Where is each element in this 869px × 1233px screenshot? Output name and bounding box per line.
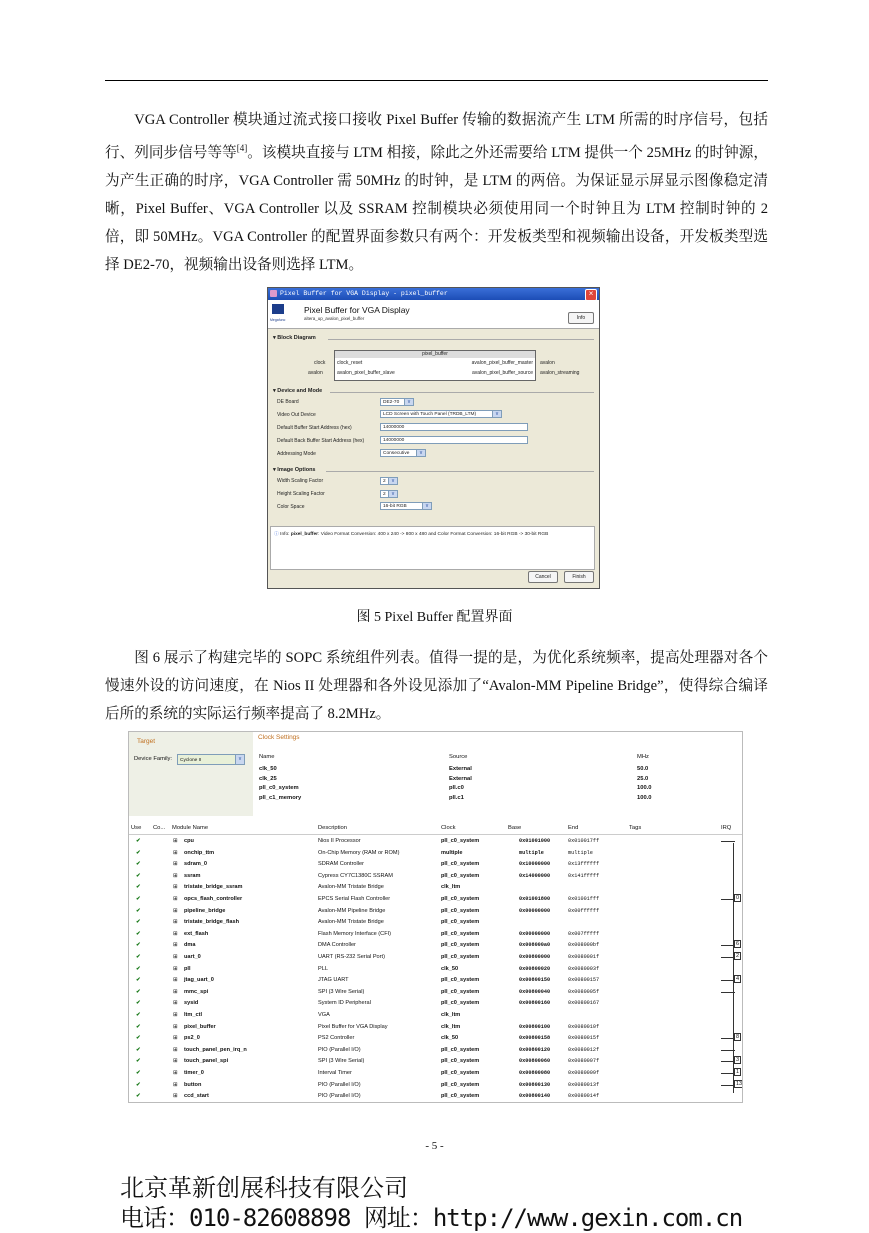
use-checkbox-icon[interactable]: ✔ xyxy=(136,1023,141,1030)
table-row[interactable] xyxy=(129,1022,742,1032)
dialog-title: Pixel Buffer for VGA Display - pixel_buffer xyxy=(280,290,448,297)
cell-clock: pll_c0_system xyxy=(441,1070,480,1076)
table-row[interactable] xyxy=(129,894,742,904)
device-family-select[interactable]: Cyclone II v xyxy=(177,754,245,765)
cell-end: 0x007fffff xyxy=(568,930,600,937)
table-row[interactable] xyxy=(129,964,742,974)
close-icon[interactable]: × xyxy=(585,289,597,301)
dialog-header xyxy=(268,300,599,329)
expand-icon[interactable]: ⊞ xyxy=(173,954,178,960)
logo-text: Megafunc xyxy=(270,318,286,322)
bd-left-avalon: avalon xyxy=(308,370,323,376)
cell-clock: clk_ltm xyxy=(441,884,461,891)
info-name: pixel_buffer xyxy=(290,532,319,537)
height-scale-select[interactable]: 2 v xyxy=(380,490,398,498)
bd-left-clock: clock xyxy=(314,360,326,366)
use-checkbox-icon[interactable]: ✔ xyxy=(136,861,141,868)
use-checkbox-icon[interactable]: ✔ xyxy=(136,907,141,914)
header-description[interactable]: Description xyxy=(318,825,347,831)
cell-desc: Flash Memory Interface (CFI) xyxy=(318,930,392,937)
header-clock[interactable]: Clock xyxy=(441,825,456,831)
use-checkbox-icon[interactable]: ✔ xyxy=(136,1070,141,1076)
header-rule xyxy=(105,80,768,81)
clock-mhz: 100.0 xyxy=(637,794,652,801)
cell-base: 0x01001800 xyxy=(519,896,551,902)
video-out-label: Video Out Device xyxy=(277,412,316,418)
expand-icon[interactable]: ⊞ xyxy=(173,1023,178,1030)
addressing-mode-label: Addressing Mode xyxy=(277,451,316,457)
cell-clock: pll_c0_system xyxy=(441,838,480,844)
clock-row[interactable] xyxy=(259,766,739,775)
cell-desc: Cypress CY7C1380C SSRAM xyxy=(318,872,393,879)
cell-base: 0x14000000 xyxy=(519,872,551,879)
cell-end: 0x0080007f xyxy=(568,1058,600,1065)
cell-base: 0x00800040 xyxy=(519,988,551,995)
cell-base: 0x00800158 xyxy=(519,1035,551,1042)
cell-name: tristate_bridge_ssram xyxy=(184,884,243,891)
use-checkbox-icon[interactable]: ✔ xyxy=(136,942,141,949)
chevron-down-icon: v xyxy=(388,491,397,497)
expand-icon[interactable]: ⊞ xyxy=(173,872,178,879)
header-module-name[interactable]: Module Name xyxy=(172,825,209,831)
cell-name: jtag_uart_0 xyxy=(184,977,214,984)
header-tags[interactable]: Tags xyxy=(629,825,642,831)
table-row[interactable] xyxy=(129,871,742,881)
cell-desc: PIO (Parallel I/O) xyxy=(318,1093,361,1100)
cell-name: onchip_ttm xyxy=(184,849,215,856)
expand-icon[interactable]: ⊞ xyxy=(173,849,178,856)
info-button[interactable]: Info xyxy=(568,312,594,324)
image-options-section[interactable]: ▾ Image Options xyxy=(273,467,316,473)
cell-name: touch_panel_spi xyxy=(184,1058,229,1065)
cell-base: 0x00800100 xyxy=(519,1023,551,1030)
buffer-start-input[interactable]: 14000000 xyxy=(380,423,528,431)
cell-desc: Nios II Processor xyxy=(318,838,361,844)
use-checkbox-icon[interactable]: ✔ xyxy=(136,1012,141,1018)
irq-number[interactable]: 4 xyxy=(736,976,740,983)
footer-company: 北京革新创展科技有限公司 xyxy=(120,1174,408,1202)
cell-clock: pll_c0_system xyxy=(441,930,480,937)
irq-number[interactable]: 2 xyxy=(736,953,740,959)
cell-base: 0x00000000 xyxy=(519,930,551,937)
header-connections[interactable]: Co... xyxy=(153,825,166,831)
cell-name: ps2_0 xyxy=(184,1035,200,1042)
expand-icon[interactable]: ⊞ xyxy=(173,942,178,949)
table-row[interactable] xyxy=(129,929,742,939)
chevron-down-icon: v xyxy=(388,478,397,484)
clock-row[interactable] xyxy=(259,785,739,794)
addressing-mode-select[interactable]: Consecutive v xyxy=(380,449,426,457)
header-use[interactable]: Use xyxy=(131,825,142,831)
cell-clock: clk_ltm xyxy=(441,1023,461,1030)
cell-base: 0x00800150 xyxy=(519,977,551,984)
cell-name: sdram_0 xyxy=(184,861,208,868)
cell-end: 0x0080012f xyxy=(568,1046,600,1053)
expand-icon[interactable]: ⊞ xyxy=(173,1035,178,1042)
use-checkbox-icon[interactable]: ✔ xyxy=(136,849,141,856)
cell-clock: pll_c0_system xyxy=(441,988,480,995)
cell-clock: multiple xyxy=(441,849,463,856)
cell-name: pipeline_bridge xyxy=(184,907,226,914)
use-checkbox-icon[interactable]: ✔ xyxy=(136,930,141,937)
use-checkbox-icon[interactable]: ✔ xyxy=(136,977,141,984)
chevron-down-icon: v xyxy=(492,411,501,417)
buffer-start-label: Default Buffer Start Address (hex) xyxy=(277,425,352,431)
divider xyxy=(326,471,594,472)
expand-icon[interactable]: ⊞ xyxy=(173,977,178,984)
info-message xyxy=(270,526,595,570)
irq-number[interactable]: 0 xyxy=(736,895,740,901)
cell-base: 0x00800140 xyxy=(519,1093,551,1100)
cell-name: mmc_spi xyxy=(184,988,209,995)
cell-name: ssram xyxy=(184,872,201,879)
sopc-component-list xyxy=(128,731,743,1103)
height-scale-label: Height Scaling Factor xyxy=(277,491,325,497)
cell-end: multiple xyxy=(568,849,593,856)
target-title: Target xyxy=(137,738,156,745)
cell-name: ltm_ctl xyxy=(184,1012,203,1018)
cell-name: ext_flash xyxy=(184,930,209,937)
clock-header-cell: Source xyxy=(449,754,468,760)
clock-mhz: 25.0 xyxy=(637,775,649,782)
table-header xyxy=(129,824,742,835)
cell-desc: Pixel Buffer for VGA Display xyxy=(318,1023,388,1030)
use-checkbox-icon[interactable]: ✔ xyxy=(136,1035,141,1042)
color-space-select[interactable]: 16-bit RGB v xyxy=(380,502,432,510)
pixel-buffer-dialog xyxy=(267,287,600,589)
cell-clock: pll_c0_system xyxy=(441,861,480,868)
clock-source: External xyxy=(449,775,472,782)
block-diagram-section[interactable]: ▾ Block Diagram xyxy=(273,335,316,341)
cell-desc: SDRAM Controller xyxy=(318,861,365,868)
cell-end: 0x00ffffff xyxy=(568,907,600,914)
cell-desc: Avalon-MM Tristate Bridge xyxy=(318,919,384,926)
dialog-title-bar xyxy=(268,288,599,300)
cell-desc: VGA xyxy=(318,1012,330,1018)
use-checkbox-icon[interactable]: ✔ xyxy=(136,954,141,960)
cell-end: 0x010017ff xyxy=(568,838,600,844)
cell-end: 0x0080015f xyxy=(568,1035,600,1042)
clock-source: pll.c1 xyxy=(449,794,464,801)
expand-icon[interactable]: ⊞ xyxy=(173,1070,178,1076)
irq-number[interactable]: 13 xyxy=(736,1080,743,1087)
use-checkbox-icon[interactable]: ✔ xyxy=(136,1000,141,1007)
window-icon xyxy=(270,290,277,297)
cell-desc: SPI (3 Wire Serial) xyxy=(318,1058,365,1065)
cell-end: 0x13ffffff xyxy=(568,861,600,868)
cell-base: 0x00800020 xyxy=(519,965,551,972)
use-checkbox-icon[interactable]: ✔ xyxy=(136,884,141,891)
expand-icon[interactable]: ⊞ xyxy=(173,1058,178,1065)
footer-contact: 电话：010-82608898 网址：http://www.gexin.com.cn xyxy=(120,1204,743,1232)
table-row[interactable] xyxy=(129,1080,742,1090)
header-subtitle: altera_up_avalon_pixel_buffer xyxy=(304,316,365,321)
divider xyxy=(328,339,594,340)
irq-connection xyxy=(721,1050,735,1051)
cell-clock: pll_c0_system xyxy=(441,919,480,926)
expand-icon[interactable]: ⊞ xyxy=(173,884,178,891)
irq-connection xyxy=(721,899,735,900)
irq-number[interactable]: 3 xyxy=(736,1057,740,1064)
cell-name: pll xyxy=(184,965,191,972)
finish-button[interactable]: Finish xyxy=(564,571,594,583)
use-checkbox-icon[interactable]: ✔ xyxy=(136,1093,141,1100)
clock-header xyxy=(259,754,739,763)
cell-desc: PIO (Parallel I/O) xyxy=(318,1081,361,1088)
cell-end: 0x00800167 xyxy=(568,1000,600,1007)
width-scale-label: Width Scaling Factor xyxy=(277,478,324,484)
cell-base: 0x00800130 xyxy=(519,1081,551,1088)
device-mode-section[interactable]: ▾ Device and Mode xyxy=(273,388,323,394)
cell-desc: PIO (Parallel I/O) xyxy=(318,1046,361,1053)
de-board-label: DE Board xyxy=(277,399,299,405)
cell-name: uart_0 xyxy=(184,954,201,960)
cell-name: sysid xyxy=(184,1000,199,1007)
clock-name: clk_25 xyxy=(259,775,277,782)
cell-clock: pll_c0_system xyxy=(441,1081,480,1088)
clock-source: External xyxy=(449,766,472,772)
irq-connection xyxy=(721,980,735,981)
video-out-select[interactable]: LCD Screen with Touch Panel (TRDB_LTM) v xyxy=(380,410,502,418)
irq-connection xyxy=(721,957,735,958)
cell-clock: clk_50 xyxy=(441,965,459,972)
color-space-label: Color Space xyxy=(277,504,305,510)
divider xyxy=(330,392,594,393)
device-family-label: Device Family: xyxy=(134,756,173,762)
table-row[interactable] xyxy=(129,1068,742,1078)
table-row[interactable] xyxy=(129,882,742,892)
cell-base: 0x00000000 xyxy=(519,907,551,914)
clock-source: pll.c0 xyxy=(449,785,464,791)
irq-connection xyxy=(721,1073,735,1074)
cell-end: 0x01001fff xyxy=(568,896,600,902)
back-buffer-label: Default Back Buffer Start Address (hex) xyxy=(277,438,365,444)
clock-row[interactable] xyxy=(259,795,739,804)
bd-right-streaming: avalon_streaming xyxy=(540,370,580,376)
cell-base: 0x00800120 xyxy=(519,1046,551,1053)
use-checkbox-icon[interactable]: ✔ xyxy=(136,872,141,879)
chevron-down-icon: v xyxy=(235,755,244,764)
cell-base: 0x00800160 xyxy=(519,1000,551,1007)
table-row[interactable] xyxy=(129,1091,742,1101)
cell-end: 0x00800157 xyxy=(568,977,600,984)
expand-icon[interactable]: ⊞ xyxy=(173,965,178,972)
cell-clock: pll_c0_system xyxy=(441,907,480,914)
port-clock-reset: clock_reset xyxy=(337,360,363,366)
cell-name: tristate_bridge_flash xyxy=(184,919,240,926)
cell-name: ccd_start xyxy=(184,1093,209,1100)
port-master: avalon_pixel_buffer_master xyxy=(471,360,533,366)
cell-end: 0x008000bf xyxy=(568,942,600,949)
de-board-select[interactable]: DE2-70 v xyxy=(380,398,414,406)
clock-mhz: 50.0 xyxy=(637,766,649,772)
info-prefix: Info: xyxy=(280,532,291,537)
expand-icon[interactable]: ⊞ xyxy=(173,930,178,937)
paragraph-1: VGA Controller 模块通过流式接口接收 Pixel Buffer 传输的数据流产生 LTM 所需的时序信号，包括行、列同步信号等等[4]。该模块直接与 LTM 相接，除此之外还需要给 LTM 提供一个 25MHz 的时钟源，为产生正确的时序，VGA Controller 需 50MHz 的时钟，是 LTM 的两倍。为保证显示屏显示图像稳定清晰，Pixel Buffer、VGA Controller 以及 SSRAM 控制模块必须使用同一个时钟且为 LTM 控制时钟的 2 倍，即 50MHz。VGA Controller 的配置界面参数只有两个：开发板类型和视频输出设备，开发板类型选择 DE2-70，视频输出设备则选择 LTM。 xyxy=(105,112,768,273)
width-scale-select[interactable]: 2 v xyxy=(380,477,398,485)
cell-clock: pll_c0_system xyxy=(441,1046,480,1053)
cell-clock: pll_c0_system xyxy=(441,872,480,879)
table-row[interactable] xyxy=(129,836,742,846)
table-row[interactable] xyxy=(129,1045,742,1055)
cell-end: 0x0080010f xyxy=(568,1023,600,1030)
table-row[interactable] xyxy=(129,998,742,1008)
table-row[interactable] xyxy=(129,906,742,916)
cell-end: 0x0080003f xyxy=(568,965,600,972)
target-panel xyxy=(129,732,253,816)
use-checkbox-icon[interactable]: ✔ xyxy=(136,1046,141,1053)
expand-icon[interactable]: ⊞ xyxy=(173,1093,178,1100)
use-checkbox-icon[interactable]: ✔ xyxy=(136,1081,141,1088)
clock-name: pll_c1_memory xyxy=(259,794,302,801)
table-row[interactable] xyxy=(129,1056,742,1066)
cell-desc: System ID Peripheral xyxy=(318,1000,371,1007)
cell-clock: pll_c0_system xyxy=(441,896,480,902)
irq-connection xyxy=(721,1038,735,1039)
cell-clock: pll_c0_system xyxy=(441,1093,480,1100)
block-diagram xyxy=(334,350,536,381)
cell-base: 0x008000a0 xyxy=(519,942,551,949)
clock-name: pll_c0_system xyxy=(259,785,299,791)
header-base[interactable]: Base xyxy=(508,825,522,831)
cell-desc: PLL xyxy=(318,965,328,972)
expand-icon[interactable]: ⊞ xyxy=(173,1081,178,1088)
info-text: : Video Format Conversion: 400 x 240 -> 800 x 480 and Color Format Conversion: 16-bit RGB -> 30-bit RGB xyxy=(318,532,549,537)
bd-right-avalon: avalon xyxy=(540,360,555,366)
clock-mhz: 100.0 xyxy=(637,785,652,791)
cell-name: touch_panel_pen_irq_n xyxy=(184,1046,247,1053)
expand-icon[interactable]: ⊞ xyxy=(173,838,178,844)
table-row[interactable] xyxy=(129,917,742,927)
cell-desc: Avalon-MM Tristate Bridge xyxy=(318,884,384,891)
table-row[interactable] xyxy=(129,975,742,985)
cell-base: 0x00800000 xyxy=(519,954,551,960)
block-name: pixel_buffer xyxy=(335,351,535,358)
irq-connection xyxy=(721,1061,735,1062)
cell-clock: pll_c0_system xyxy=(441,942,480,949)
header-irq[interactable]: IRQ xyxy=(721,825,732,831)
cell-desc: JTAG UART xyxy=(318,977,349,984)
table-row[interactable] xyxy=(129,859,742,869)
use-checkbox-icon[interactable]: ✔ xyxy=(136,988,141,995)
clock-row[interactable] xyxy=(259,776,739,785)
cell-name: dma xyxy=(184,942,196,949)
header-end[interactable]: End xyxy=(568,825,579,831)
cell-end: 0x141fffff xyxy=(568,872,600,879)
info-icon: ⓘ xyxy=(274,532,279,537)
clock-header-cell: MHz xyxy=(637,754,649,760)
cell-base: 0x01001000 xyxy=(519,838,551,844)
cell-clock: pll_c0_system xyxy=(441,977,480,984)
irq-connection xyxy=(721,841,735,842)
chevron-down-icon: v xyxy=(416,450,425,456)
cell-desc: On-Chip Memory (RAM or ROM) xyxy=(318,849,400,856)
cancel-button[interactable]: Cancel xyxy=(528,571,558,583)
cell-end: 0x0080013f xyxy=(568,1081,600,1088)
port-slave: avalon_pixel_buffer_slave xyxy=(337,370,395,376)
back-buffer-input[interactable]: 14000000 xyxy=(380,436,528,444)
cell-end: 0x0080005f xyxy=(568,988,600,995)
irq-connection xyxy=(721,1085,735,1086)
expand-icon[interactable]: ⊞ xyxy=(173,1000,178,1007)
irq-connection xyxy=(721,992,735,993)
figure-5-caption: 图 5 Pixel Buffer 配置界面 xyxy=(356,610,513,625)
clock-settings-title: Clock Settings xyxy=(258,734,300,741)
cell-desc: UART (RS-232 Serial Port) xyxy=(318,954,385,960)
cell-desc: EPCS Serial Flash Controller xyxy=(318,896,391,902)
cell-desc: SPI (3 Wire Serial) xyxy=(318,988,365,995)
cell-name: pixel_buffer xyxy=(184,1023,216,1030)
chevron-down-icon: v xyxy=(422,503,431,509)
table-row[interactable] xyxy=(129,848,742,858)
cell-desc: Avalon-MM Pipeline Bridge xyxy=(318,907,386,914)
cell-end: 0x0080001f xyxy=(568,954,600,960)
cell-end: 0x0080014f xyxy=(568,1093,600,1100)
megafunction-logo-icon xyxy=(272,304,284,314)
cell-clock: clk_50 xyxy=(441,1035,459,1042)
cell-name: timer_0 xyxy=(184,1070,204,1076)
table-row[interactable] xyxy=(129,1033,742,1043)
paragraph-2: 图 6 展示了构建完毕的 SOPC 系统组件列表。值得一提的是，为优化系统频率，提高处理器对各个慢速外设的访问速度，在 Nios II 处理器和各外设见添加了“Avalon-MM Pipeline Bridge”，使得综合编译后所的系统的实际运行频率提高了 8.2MHz。 xyxy=(105,650,768,722)
port-source: avalon_pixel_buffer_source xyxy=(471,370,533,376)
use-checkbox-icon[interactable]: ✔ xyxy=(136,838,141,844)
expand-icon[interactable]: ⊞ xyxy=(173,1012,178,1018)
expand-icon[interactable]: ⊞ xyxy=(173,861,178,868)
irq-connection xyxy=(721,945,735,946)
cell-desc: DMA Controller xyxy=(318,942,356,949)
expand-icon[interactable]: ⊞ xyxy=(173,919,178,926)
cell-end: 0x0080009f xyxy=(568,1070,600,1076)
cell-clock: pll_c0_system xyxy=(441,1058,480,1065)
table-row[interactable] xyxy=(129,1010,742,1020)
chevron-down-icon: v xyxy=(404,399,413,405)
header-title: Pixel Buffer for VGA Display xyxy=(304,305,410,315)
cell-base: 0x00800060 xyxy=(519,1058,551,1065)
cell-clock: clk_ltm xyxy=(441,1012,461,1018)
cell-name: opcs_flash_controller xyxy=(184,896,243,902)
cell-base: multiple xyxy=(519,849,544,856)
irq-number[interactable]: 6 xyxy=(736,941,740,948)
cell-base: 0x10000000 xyxy=(519,861,551,868)
cell-name: button xyxy=(184,1081,202,1088)
use-checkbox-icon[interactable]: ✔ xyxy=(136,896,141,902)
use-checkbox-icon[interactable]: ✔ xyxy=(136,919,141,926)
irq-number[interactable]: 1 xyxy=(736,1069,740,1075)
clock-header-cell: Name xyxy=(259,754,275,760)
expand-icon[interactable]: ⊞ xyxy=(173,988,178,995)
table-row[interactable] xyxy=(129,952,742,962)
use-checkbox-icon[interactable]: ✔ xyxy=(136,965,141,972)
cell-clock: pll_c0_system xyxy=(441,954,480,960)
cell-name: cpu xyxy=(184,838,194,844)
cell-base: 0x00800080 xyxy=(519,1070,551,1076)
expand-icon[interactable]: ⊞ xyxy=(173,896,178,902)
irq-number[interactable]: 8 xyxy=(736,1034,740,1041)
expand-icon[interactable]: ⊞ xyxy=(173,907,178,914)
table-row[interactable] xyxy=(129,940,742,950)
cell-desc: PS2 Controller xyxy=(318,1035,355,1042)
expand-icon[interactable]: ⊞ xyxy=(173,1046,178,1053)
page-number: - 5 - xyxy=(425,1140,444,1152)
cell-clock: pll_c0_system xyxy=(441,1000,480,1007)
cell-desc: Interval Timer xyxy=(318,1070,352,1076)
use-checkbox-icon[interactable]: ✔ xyxy=(136,1058,141,1065)
clock-name: clk_50 xyxy=(259,766,277,772)
table-row[interactable] xyxy=(129,987,742,997)
